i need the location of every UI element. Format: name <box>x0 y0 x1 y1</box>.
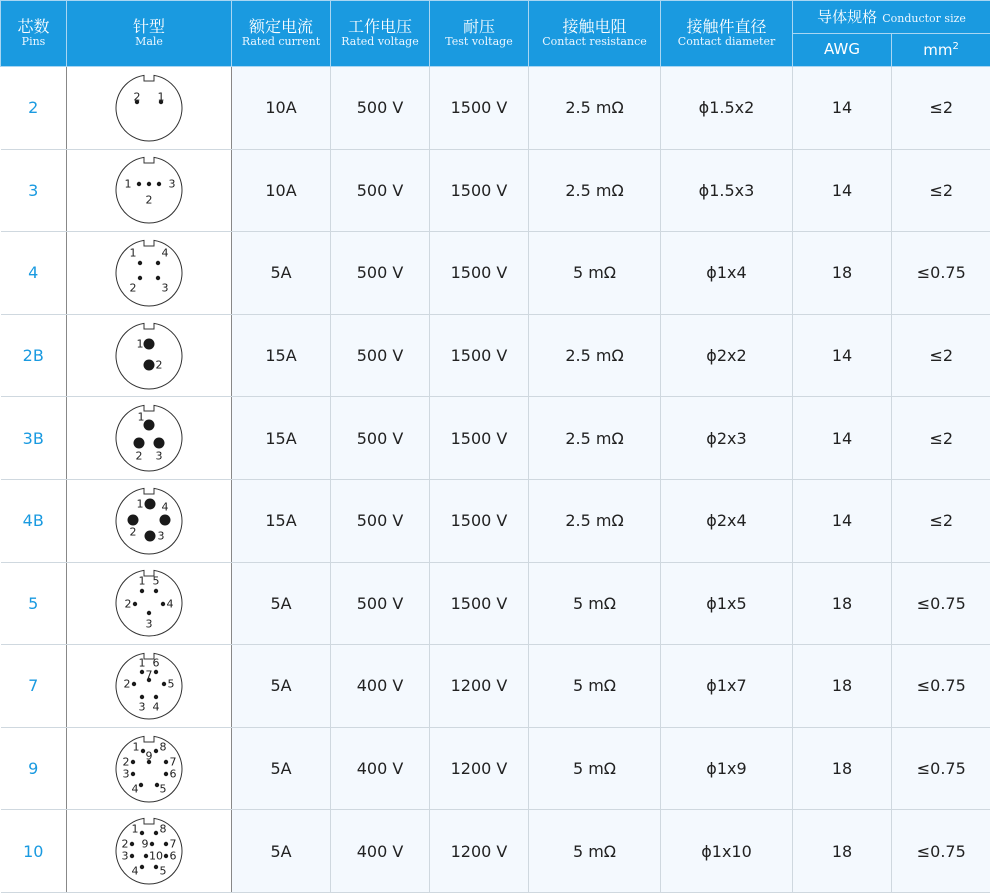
pin-dot <box>164 854 168 858</box>
pin-dot <box>154 831 158 835</box>
connector-outline <box>116 406 182 472</box>
pin-dot <box>140 670 144 674</box>
pin-label: 2 <box>134 90 141 103</box>
connector-face-icon <box>113 815 185 887</box>
contact-diameter-cell: ϕ1x10 <box>661 810 793 893</box>
connector-outline <box>116 323 182 389</box>
table-row <box>1 562 990 645</box>
male-pin-diagram-cell <box>67 810 232 893</box>
pin-label: 3 <box>123 767 130 780</box>
header-pins: 芯数 Pins <box>1 1 67 67</box>
pin-label: 2 <box>130 281 137 294</box>
pin-label: 2 <box>123 755 130 768</box>
pin-dot <box>154 695 158 699</box>
pin-dot <box>140 831 144 835</box>
pin-dot <box>134 438 145 449</box>
pin-label: 7 <box>170 838 177 851</box>
mm2-cell: ≤0.75 <box>892 727 990 810</box>
header-mm2: $mm^2$ <box>892 34 990 67</box>
test-voltage-cell: 1500 V <box>430 397 529 480</box>
contact-diameter-cell: ϕ1.5x3 <box>661 149 793 232</box>
pin-dot <box>154 865 158 869</box>
table-row <box>1 810 990 893</box>
pins-cell: 4 <box>1 232 67 315</box>
pin-label: 2 <box>156 358 163 371</box>
pin-label: 6 <box>153 656 160 669</box>
pin-dot <box>147 182 151 186</box>
pin-label: 1 <box>139 575 146 588</box>
pin-label: 2 <box>146 194 153 207</box>
mm2-cell: ≤0.75 <box>892 645 990 728</box>
pin-label: 1 <box>130 246 137 259</box>
table-row <box>1 67 990 150</box>
connector-outline <box>116 75 182 141</box>
pin-label: 2 <box>122 838 129 851</box>
pin-label: 5 <box>160 865 167 878</box>
pin-label: 7 <box>146 668 153 681</box>
pin-label: 6 <box>170 850 177 863</box>
pin-dot <box>150 842 154 846</box>
contact-resistance-cell: 5 mΩ <box>529 810 661 893</box>
mm2-cell: ≤0.75 <box>892 232 990 315</box>
contact-resistance-cell: 5 mΩ <box>529 727 661 810</box>
pin-dot <box>164 771 168 775</box>
awg-cell: 18 <box>793 810 892 893</box>
pins-cell: 3B <box>1 397 67 480</box>
pin-label: 3 <box>156 450 163 463</box>
pin-dot <box>161 602 165 606</box>
pins-cell: 2B <box>1 314 67 397</box>
pin-label: 5 <box>160 782 167 795</box>
header-rated-voltage: 工作电压 Rated voltage <box>331 1 430 67</box>
pin-dot <box>131 771 135 775</box>
contact-diameter-cell: ϕ1.5x2 <box>661 67 793 150</box>
pin-label: 3 <box>122 850 129 863</box>
pin-dot <box>154 589 158 593</box>
rated-voltage-cell: 500 V <box>331 67 430 150</box>
contact-resistance-cell: 2.5 mΩ <box>529 479 661 562</box>
pin-label: 7 <box>170 755 177 768</box>
test-voltage-cell: 1200 V <box>430 727 529 810</box>
pin-dot <box>144 420 155 431</box>
pin-dot <box>144 359 155 370</box>
pins-cell: 2 <box>1 67 67 150</box>
test-voltage-cell: 1500 V <box>430 562 529 645</box>
rated-voltage-cell: 500 V <box>331 397 430 480</box>
pin-label: 2 <box>124 677 131 690</box>
mm2-cell: ≤2 <box>892 479 990 562</box>
header-rated-current: 额定电流 Rated current <box>232 1 331 67</box>
mm2-cell: ≤2 <box>892 314 990 397</box>
contact-resistance-cell: 2.5 mΩ <box>529 397 661 480</box>
rated-current-cell: 5A <box>232 232 331 315</box>
pin-label: 3 <box>139 700 146 713</box>
pin-label: 6 <box>170 767 177 780</box>
pin-dot <box>130 854 134 858</box>
pins-cell: 5 <box>1 562 67 645</box>
awg-cell: 18 <box>793 562 892 645</box>
pin-dot <box>139 782 143 786</box>
header-awg: AWG <box>793 34 892 67</box>
test-voltage-cell: 1500 V <box>430 479 529 562</box>
rated-voltage-cell: 500 V <box>331 314 430 397</box>
mm2-cell: ≤0.75 <box>892 562 990 645</box>
pin-dot <box>154 748 158 752</box>
test-voltage-cell: 1500 V <box>430 314 529 397</box>
pin-label: 3 <box>169 178 176 191</box>
mm2-cell: ≤2 <box>892 67 990 150</box>
table-row <box>1 727 990 810</box>
contact-diameter-cell: ϕ2x4 <box>661 479 793 562</box>
pin-label: 3 <box>162 281 169 294</box>
rated-voltage-cell: 500 V <box>331 479 430 562</box>
pin-dot <box>140 695 144 699</box>
connector-face-icon <box>113 485 185 557</box>
contact-diameter-cell: ϕ1x9 <box>661 727 793 810</box>
contact-diameter-cell: ϕ1x5 <box>661 562 793 645</box>
pin-label: 4 <box>162 500 169 513</box>
test-voltage-cell: 1200 V <box>430 645 529 728</box>
pin-dot <box>132 682 136 686</box>
pin-dot <box>164 842 168 846</box>
rated-voltage-cell: 400 V <box>331 645 430 728</box>
contact-resistance-cell: 5 mΩ <box>529 645 661 728</box>
rated-current-cell: 10A <box>232 67 331 150</box>
pin-dot <box>145 530 156 541</box>
rated-current-cell: 15A <box>232 479 331 562</box>
rated-voltage-cell: 500 V <box>331 149 430 232</box>
male-pin-diagram-cell <box>67 479 232 562</box>
awg-cell: 18 <box>793 232 892 315</box>
header-test-voltage: 耐压 Test voltage <box>430 1 529 67</box>
connector-face-icon <box>113 402 185 474</box>
contact-resistance-cell: 2.5 mΩ <box>529 67 661 150</box>
rated-current-cell: 5A <box>232 645 331 728</box>
awg-cell: 18 <box>793 645 892 728</box>
pin-dot <box>130 842 134 846</box>
pin-label: 9 <box>142 838 149 851</box>
pin-dot <box>138 261 142 265</box>
pin-label: 9 <box>146 749 153 762</box>
table-row <box>1 314 990 397</box>
rated-current-cell: 15A <box>232 397 331 480</box>
pin-label: 1 <box>137 497 144 510</box>
pin-dot <box>157 182 161 186</box>
pins-cell: 9 <box>1 727 67 810</box>
contact-resistance-cell: 5 mΩ <box>529 562 661 645</box>
connector-face-icon <box>113 237 185 309</box>
pin-label: 10 <box>149 850 163 863</box>
pin-label: 4 <box>132 865 139 878</box>
rated-current-cell: 15A <box>232 314 331 397</box>
pin-label: 1 <box>137 337 144 350</box>
awg-cell: 14 <box>793 67 892 150</box>
pins-cell: 10 <box>1 810 67 893</box>
pins-cell: 3 <box>1 149 67 232</box>
test-voltage-cell: 1500 V <box>430 67 529 150</box>
connector-outline <box>116 240 182 306</box>
pin-label: 3 <box>158 529 165 542</box>
header-conductor-size: 导体规格 Conductor size <box>793 1 990 34</box>
header-contact-diameter: 接触件直径 Contact diameter <box>661 1 793 67</box>
mm2-cell: ≤0.75 <box>892 810 990 893</box>
contact-diameter-cell: ϕ2x2 <box>661 314 793 397</box>
rated-current-cell: 5A <box>232 810 331 893</box>
male-pin-diagram-cell <box>67 232 232 315</box>
connector-face-icon <box>113 72 185 144</box>
pin-label: 5 <box>168 677 175 690</box>
table-row <box>1 479 990 562</box>
pin-dot <box>138 276 142 280</box>
test-voltage-cell: 1500 V <box>430 149 529 232</box>
table-row <box>1 645 990 728</box>
pin-dot <box>145 498 156 509</box>
awg-cell: 14 <box>793 397 892 480</box>
male-pin-diagram-cell <box>67 149 232 232</box>
pin-label: 2 <box>136 450 143 463</box>
rated-current-cell: 10A <box>232 149 331 232</box>
pin-label: 4 <box>167 598 174 611</box>
pin-dot <box>164 759 168 763</box>
connector-face-icon <box>113 154 185 226</box>
table-row <box>1 149 990 232</box>
pin-dot <box>137 182 141 186</box>
rated-voltage-cell: 400 V <box>331 810 430 893</box>
pin-label: 4 <box>162 246 169 259</box>
pin-dot <box>133 602 137 606</box>
pin-label: 1 <box>138 411 145 424</box>
male-pin-diagram-cell <box>67 397 232 480</box>
pin-dot <box>144 854 148 858</box>
contact-resistance-cell: 2.5 mΩ <box>529 149 661 232</box>
male-pin-diagram-cell <box>67 314 232 397</box>
pin-dot <box>140 589 144 593</box>
pin-dot <box>131 759 135 763</box>
male-pin-diagram-cell <box>67 727 232 810</box>
pin-dot <box>147 611 151 615</box>
pin-label: 4 <box>153 700 160 713</box>
pin-dot <box>156 261 160 265</box>
rated-voltage-cell: 400 V <box>331 727 430 810</box>
awg-cell: 14 <box>793 314 892 397</box>
pin-label: 1 <box>133 740 140 753</box>
contact-resistance-cell: 5 mΩ <box>529 232 661 315</box>
mm2-cell: ≤2 <box>892 397 990 480</box>
pin-label: 1 <box>132 823 139 836</box>
male-pin-diagram-cell <box>67 645 232 728</box>
pin-dot <box>156 276 160 280</box>
connector-face-icon <box>113 650 185 722</box>
pin-label: 3 <box>146 618 153 631</box>
spec-rows <box>1 67 990 893</box>
pin-label: 2 <box>130 525 137 538</box>
pins-cell: 4B <box>1 479 67 562</box>
connector-face-icon <box>113 733 185 805</box>
header-male: 针型 Male <box>67 1 232 67</box>
pin-label: 8 <box>160 740 167 753</box>
contact-diameter-cell: ϕ1x7 <box>661 645 793 728</box>
rated-current-cell: 5A <box>232 562 331 645</box>
pin-label: 1 <box>125 178 132 191</box>
pin-label: 4 <box>132 782 139 795</box>
awg-cell: 18 <box>793 727 892 810</box>
pins-cell: 7 <box>1 645 67 728</box>
pin-label: 2 <box>125 598 132 611</box>
contact-diameter-cell: ϕ2x3 <box>661 397 793 480</box>
rated-voltage-cell: 500 V <box>331 232 430 315</box>
awg-cell: 14 <box>793 479 892 562</box>
pin-dot <box>140 865 144 869</box>
test-voltage-cell: 1200 V <box>430 810 529 893</box>
pin-label: 5 <box>153 575 160 588</box>
rated-voltage-cell: 500 V <box>331 562 430 645</box>
table-row <box>1 232 990 315</box>
pin-dot <box>162 682 166 686</box>
contact-resistance-cell: 2.5 mΩ <box>529 314 661 397</box>
pin-dot <box>160 514 171 525</box>
contact-diameter-cell: ϕ1x4 <box>661 232 793 315</box>
pin-dot <box>128 514 139 525</box>
pin-dot <box>154 438 165 449</box>
table-row <box>1 397 990 480</box>
pin-label: 1 <box>158 90 165 103</box>
pin-dot <box>154 670 158 674</box>
male-pin-diagram-cell <box>67 67 232 150</box>
male-pin-diagram-cell <box>67 562 232 645</box>
pin-dot <box>144 338 155 349</box>
test-voltage-cell: 1500 V <box>430 232 529 315</box>
connector-outline <box>116 488 182 554</box>
connector-face-icon <box>113 567 185 639</box>
header-contact-resistance: 接触电阻 Contact resistance <box>529 1 661 67</box>
mm2-cell: ≤2 <box>892 149 990 232</box>
pin-label: 8 <box>160 823 167 836</box>
connector-face-icon <box>113 320 185 392</box>
awg-cell: 14 <box>793 149 892 232</box>
pin-label: 1 <box>139 656 146 669</box>
rated-current-cell: 5A <box>232 727 331 810</box>
